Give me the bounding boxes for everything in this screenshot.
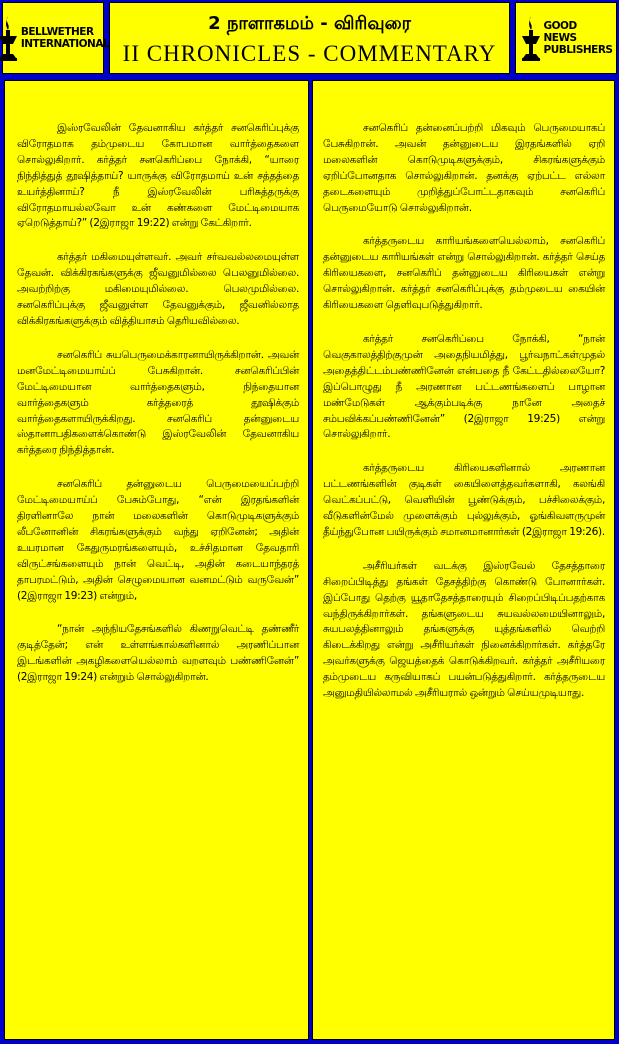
- bellwether-logo: [3, 3, 110, 73]
- title-tamil: 2 நாளாகமம் - விரிவுரை: [208, 13, 411, 34]
- left-logo-box: [2, 2, 110, 74]
- left-column: [4, 80, 309, 1040]
- paragraph: கர்த்தர் மகிமையுள்ளவர். அவர் சர்வவல்லமையுள்ள தேவன். விக்கிரகங்களுக்கு ஜீவனுமில்லை பெலனுமில்லை. அவற்றிற்கு மகிமையுமில்லை. பெலமுமில்லை. சனகெரிப்புக்கு ஜீவனுள்ள தேவனுக்கும், ஜீவனில்லாத விக்கிரகங்களுக்கும் வித்தியாசம் தெரியவில்லை.: [17, 251, 299, 327]
- paragraph: கர்த்தருடைய கிரியைகளினால் அரணான பட்டணங்களின் குடிகள் கையிளைத்தவர்களாகி, கலங்கி வெட்கப்பட்டு, வெளியின் பூண்டுக்கும், பச்சிலைக்கும், வீடுகளின்மேல் முளைக்கும் புல்லுக்கும், ஓங்கிவளருமுன் தீய்ந்துபோன பயிருக்கும் சமானமானார்கள் (2இராஜா 19:26).: [323, 462, 605, 538]
- good-news-logo: [516, 3, 616, 73]
- right-column: [312, 80, 615, 1040]
- title-box: [109, 2, 510, 74]
- right-logo-box: [515, 2, 617, 74]
- paragraph: அசீரியர்கள் வடக்கு இஸ்ரவேல் தேசத்தாரை சிறைப்பிடித்து தங்கள் தேசத்திற்கு கொண்டு போனார்கள். இப்போது தெற்கு யூதாதேசத்தாரையும் சிறைப்பிடிப்பதற்காக வந்திருக்கிறார்கள். தங்களுடைய சுயவல்லமையினாலும், சுயபலத்தினாலும் தங்களுக்கு யுத்தங்களில் வெற்றி கிடைக்கிறது என்று அசீரியர்கள் நினைக்கிறார்கள். கர்த்தரே அவர்களுக்கு ஜெயத்தைக் கொடுக்கிறவர். கர்த்தர் அசீரியரை தம்முடைய கருவியாகப் பயன்படுத்துகிறார். கர்த்தருடைய அனுமதியில்லாமல் அசீரியரால் ஒன்றும் செய்யமுடியாது.: [323, 559, 605, 700]
- right-logo-line1: GOOD NEWS: [543, 20, 577, 44]
- header: [2, 2, 617, 76]
- right-logo-line2: PUBLISHERS: [543, 44, 613, 56]
- left-logo-line2: INTERNATIONAL: [20, 38, 110, 50]
- paragraph: சனகெரிப் தன்னுடைய பெருமையைப்பற்றி மேட்டிமையாய்ப் பேசும்போது, “என் இரதங்களின் திரளினாலே நான் மலைகளின் கொடுமுடிகளுக்கும் லீபனோனின் சிகரங்களுக்கும் வந்து ஏறினேன்; அதின் உயரமான கேதுருமரங்களையும், உச்சிதமான தேவதாரி விருட்சங்களையும் நான் வெட்டி, அதின் கடையாந்தரத் தாபரமட்டும், அதின் செழுமையான வனமட்டும் வருவேன்” (2இராஜா 19:23) என்றும்,: [17, 478, 299, 602]
- paragraph: கர்த்தருடைய காரியங்களையெல்லாம், சனகெரிப் தன்னுடைய காரியங்கள் என்று சொல்லுகிறான். கர்த்தர் செய்த கிரியைகளை, சனகெரிப் தன்னுடைய கிரியைகள் என்று சொல்லுகிறான். கர்த்தர் சனகெரிப்புக்கு தம்முடைய கையின் கிரியைகளை தெளிவுபடுத்துகிறார்.: [323, 235, 605, 312]
- paragraph: இஸ்ரவேலின் தேவனாகிய கர்த்தர் சனகெரிப்புக்கு விரோதமாக தம்முடைய கோபமான வார்த்தைகளை சொல்லுகிறார். கர்த்தர் சனகெரிப்பை நோக்கி, “யாரை நிந்தித்துத் தூஷித்தாய்? யாருக்கு விரோதமாய் உன் சத்தத்தை உயர்த்தினாய்? நீ இஸ்ரவேலின் பரிசுத்தருக்கு விரோதமாயல்லவோ உன் கண்களை மேட்டிமையாக ஏறெடுத்தாய்?” (2இராஜா 19:22) என்று கேட்கிறார்.: [17, 122, 299, 230]
- paragraph: கர்த்தர் சனகெரிப்பை நோக்கி, “நான் வெகுகாலத்திற்குமுன் அதைநியமித்து, பூர்வநாட்கள்முதல் அதைத்திட்டம்பண்ணினேன் என்பதை நீ கேட்டதில்லையோ? இப்பொழுது நீ அரணான பட்டணங்களைப் பாழான மண்மேடுகள் ஆக்கும்படிக்கு நானே அதைச் சம்பவிக்கப்பண்ணினேன்” (2இராஜா 19:25) என்று சொல்லுகிறார்.: [323, 332, 605, 441]
- lamp-icon: [520, 14, 542, 62]
- lamp-icon: [0, 14, 19, 62]
- paragraph: “நான் அந்நியதேசங்களில் கிணறுவெட்டி தண்ணீர் குடித்தேன்; என் உள்ளங்கால்களினால் அரணிப்பான இடங்களின் அகழிகளையெல்லாம் வறளவும் பண்ணினேன்” (2இராஜா 19:24) என்றும் சொல்லுகிறான்.: [17, 623, 299, 684]
- title-english: II CHRONICLES - COMMENTARY: [122, 41, 497, 66]
- paragraph: சனகெரிப் சுயபெருமைக்காரனாயிருக்கிறான். அவன் மனமேட்டிமையாய்ப் பேசுகிறான். சனகெரிப்பின் மேட்டிமையான வார்த்தைகளும், நிந்தையான வார்த்தைகளும் கர்த்தரைத் தூஷிக்கும் வார்த்தைகளாயிருக்கிறது. சனகெரிப் தன்னுடைய ஸ்தானாபதிகளைக்கொண்டு இஸ்ரவேலின் தேவனாகிய கர்த்தரை நிந்தித்தான்.: [17, 348, 299, 457]
- left-logo-line1: BELLWETHER: [20, 26, 94, 38]
- paragraph: சனகெரிப் தன்னைப்பற்றி மிகவும் பெருமையாகப் பேசுகிறான். அவன் தன்னுடைய இரதங்களில் ஏறி மலைகளின் கொடுமுடிகளுக்கும், சிகரங்களுக்கும் ஏறிப்போனதாக சொல்லுகிறான். தனக்கு ஏற்பட்ட எல்லா தடைகளையும் முறித்துப்போட்டதாகவும் சனகெரிப் பெருமையோடு சொல்லுகிறான்.: [323, 122, 605, 214]
